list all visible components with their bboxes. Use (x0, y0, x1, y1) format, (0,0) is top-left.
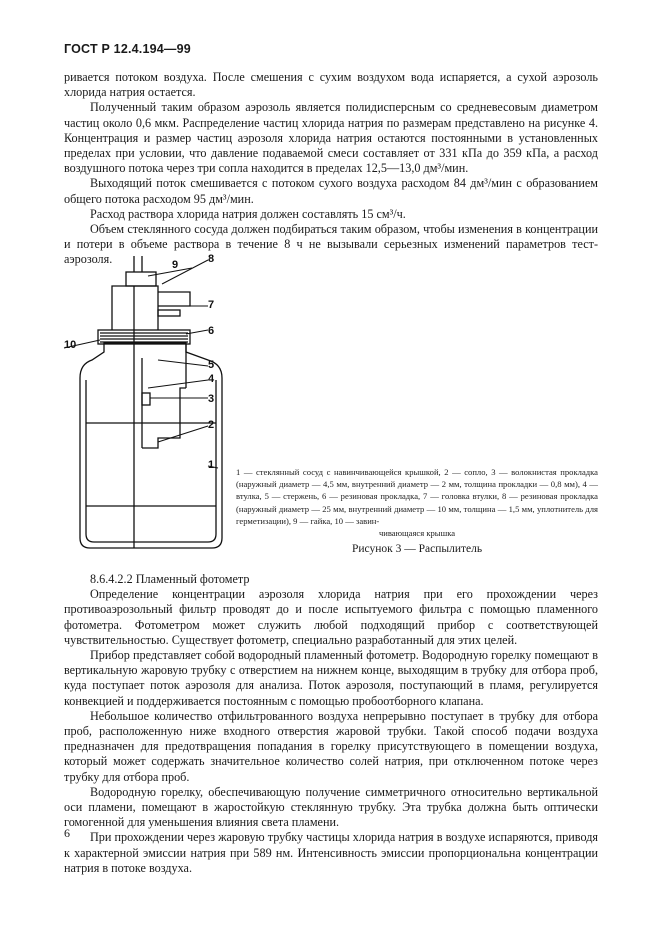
paragraph: ривается потоком воздуха. После смешения с сухим воздухом вода испаряется, а сухой аэрозоль хлорида натрия остается. (64, 70, 598, 100)
text-block-bottom (64, 572, 598, 876)
label-7: 7 (208, 299, 215, 311)
label-4: 4 (208, 373, 215, 385)
paragraph: Объем стеклянного сосуда должен подбираться таким образом, чтобы изменения в концентрации и потери в объеме раствора в течение 8 ч не вызывали серьезных изменений параметров тест-аэрозоля. (64, 222, 598, 267)
label-2: 2 (208, 419, 215, 431)
atomizer-figure (62, 248, 252, 560)
label-8: 8 (208, 253, 215, 265)
caption-text: 1 — стеклянный сосуд с навинчивающейся крышкой, 2 — сопло, 3 — волокнистая прокладка (наружный диаметр — 4,5 мм, внутренний диаметр — 2 мм, толщина прокладки — 0,8 мм), 4 — втулка, 5 — стержень, 6 — резиновая прокладка, 7 — головка втулки, 8 — резиновая прокладка (наружный диаметр — 25 мм, внутренний диаметр — 10 мм, толщина — 1,5 мм, уплотнитель для герметизации), 9 — гайка, 10 — завин- (236, 467, 598, 526)
page-number: 6 (64, 826, 70, 840)
document-header: ГОСТ Р 12.4.194—99 (64, 42, 191, 56)
figure-caption (236, 466, 598, 539)
paragraph: Определение концентрации аэрозоля хлорида натрия при его прохождении через противоаэрозольный фильтр проводят до и после испытуемого фильтра с помощью пламенного фотометра. Фотометром может служить любой подходящий прибор с соответствующей чувствительностью. Существует фотометр, специально разработанный для этих целей. (64, 587, 598, 647)
paragraph: Расход раствора хлорида натрия должен составлять 15 см³/ч. (90, 206, 406, 221)
paragraph: Выходящий поток смешивается с потоком сухого воздуха расходом 84 дм³/мин с образованием общего потока расходом 95 дм³/мин. (64, 176, 598, 206)
paragraph: Полученный таким образом аэрозоль является полидисперсным со средневесовым диаметром частиц около 0,6 мкм. Распределение частиц хлорида натрия по размерам представлено на рисунке 4. Концентрация и размер частиц аэрозоля хлорида натрия остаются постоянными в установленных пределах при условии, что давление подаваемой смеси составляет от 331 кПа до 359 кПа, а расход воздушного потока через три сопла находится в пределах 12,5—13,0 дм³/мин. (64, 100, 598, 176)
text-block-top (64, 70, 598, 268)
label-6: 6 (208, 325, 215, 337)
section-heading: 8.6.4.2.2 Пламенный фотометр (90, 572, 250, 586)
paragraph: При прохождении через жаровую трубку частицы хлорида натрия в воздухе испаряются, приводя к характерной эмиссии натрия при 589 нм. Интенсивность эмиссии пропорциональна концентрации натрия в потоке воздуха. (64, 830, 598, 875)
paragraph: Водородную горелку, обеспечивающую получение симметричного относительно вертикальной оси пламени, помещают в жаростойкую стеклянную трубку. Эта трубка должна быть оптически гомогенной для уменьшения влияния света пламени. (64, 784, 598, 830)
figure-title: Рисунок 3 — Распылитель (352, 543, 483, 555)
label-1: 1 (208, 459, 215, 471)
label-10: 10 (64, 339, 77, 351)
label-5: 5 (208, 359, 215, 371)
atomizer-drawing (62, 248, 252, 560)
caption-last-line: чивающаяся крышка (378, 528, 456, 539)
label-3: 3 (208, 393, 215, 405)
paragraph: Небольшое количество отфильтрованного воздуха непрерывно поступает в трубку для отбора проб, расположенную ниже входного отверстия жаровой трубки. Такой способ подачи воздуха предназначен для предотвращения попадания в горелку присутствующего в помещении воздуха, который может содержать значительное количество солей натрия, при отключенном потоке через трубку для отбора проб. (64, 708, 598, 784)
label-9: 9 (172, 259, 179, 271)
paragraph: Прибор представляет собой водородный пламенный фотометр. Водородную горелку помещают в вертикальную жаровую трубку с отверстием на нижнем конце, выходящим в трубку для отбора проб, куда поступает поток аэрозоля для анализа. Поток аэрозоля, поступающий в пламя, регулируется конвекцией и поддерживается постоянным с помощью пробоотборного клапана. (64, 648, 598, 708)
